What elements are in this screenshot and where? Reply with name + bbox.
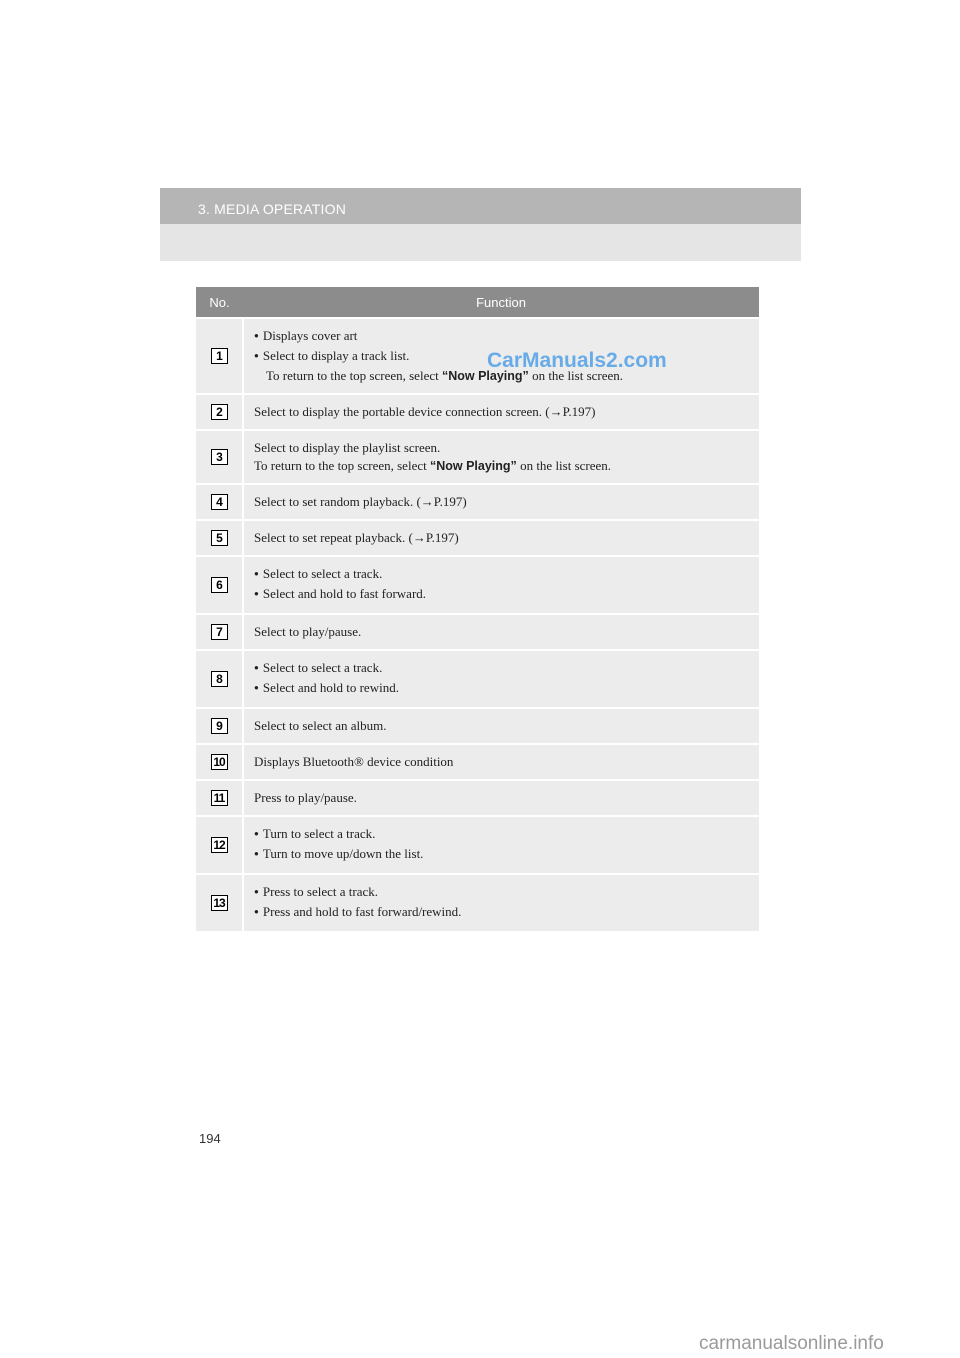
table-row	[196, 318, 759, 394]
table-row	[196, 744, 759, 780]
row-number-cell	[196, 614, 243, 650]
table-row	[196, 708, 759, 744]
function-text: Press to play/pause.	[254, 790, 357, 805]
table-header-row	[196, 287, 759, 318]
function-text: Select to display the playlist screen.	[254, 440, 441, 455]
text-segment: To return to the top screen, select	[254, 458, 430, 473]
text-segment: To return to the top screen, select	[266, 368, 442, 383]
bullet-item: ● Press to select a track.	[254, 883, 749, 903]
bullet-item: ● Select and hold to rewind.	[254, 679, 749, 699]
bullet-item: ● Displays cover art	[254, 327, 749, 347]
function-text: Select to select an album.	[254, 718, 387, 733]
table-row	[196, 556, 759, 614]
column-header-function: Function	[243, 287, 759, 318]
row-number-cell	[196, 556, 243, 614]
row-number-cell	[196, 816, 243, 874]
function-cell	[243, 650, 759, 708]
row-number-badge: 10	[211, 754, 228, 770]
row-number-cell	[196, 650, 243, 708]
function-cell	[243, 780, 759, 816]
table-row	[196, 650, 759, 708]
section-header-band	[160, 224, 801, 261]
page-number: 194	[199, 1131, 221, 1146]
row-number-badge: 3	[211, 449, 228, 465]
row-number-cell	[196, 484, 243, 520]
row-number-badge: 7	[211, 624, 228, 640]
section-header-bar	[160, 188, 801, 224]
row-number-cell	[196, 708, 243, 744]
column-header-no: No.	[196, 287, 243, 318]
bullet-item: ● Turn to select a track.	[254, 825, 749, 845]
row-number-badge: 12	[211, 837, 228, 853]
table-row	[196, 780, 759, 816]
row-number-cell	[196, 394, 243, 430]
bullet-item: ● Turn to move up/down the list.	[254, 845, 749, 865]
function-cell	[243, 708, 759, 744]
table-row	[196, 484, 759, 520]
bullet-item: ● Select to display a track list.	[254, 347, 749, 367]
function-table	[196, 287, 759, 931]
bullet-item: ● Select to select a track.	[254, 659, 749, 679]
function-cell	[243, 556, 759, 614]
function-text: Select to display the portable device connection screen. (→P.197)	[254, 404, 596, 419]
table-row	[196, 874, 759, 931]
row-number-cell	[196, 520, 243, 556]
table-row	[196, 520, 759, 556]
row-number-badge: 11	[211, 790, 228, 806]
function-cell	[243, 484, 759, 520]
row-number-badge: 8	[211, 671, 228, 687]
function-text: Select to play/pause.	[254, 624, 362, 639]
bullet-item: ● Press and hold to fast forward/rewind.	[254, 903, 749, 923]
function-text: Select to set random playback. (→P.197)	[254, 494, 467, 509]
footer-watermark: carmanualsonline.info	[699, 1333, 884, 1354]
row-number-cell	[196, 744, 243, 780]
function-text: Select to set repeat playback. (→P.197)	[254, 530, 459, 545]
row-number-cell	[196, 874, 243, 931]
function-cell	[243, 874, 759, 931]
function-cell	[243, 614, 759, 650]
row-number-badge: 9	[211, 718, 228, 734]
row-number-badge: 2	[211, 404, 228, 420]
function-cell	[243, 430, 759, 484]
table-row	[196, 430, 759, 484]
function-cell	[243, 744, 759, 780]
row-number-cell	[196, 780, 243, 816]
bold-term: “Now Playing”	[441, 369, 529, 383]
function-text: Displays Bluetooth® device condition	[254, 754, 454, 769]
row-number-badge: 5	[211, 530, 228, 546]
row-number-cell	[196, 318, 243, 394]
function-cell	[243, 520, 759, 556]
row-number-badge: 4	[211, 494, 228, 510]
table-row	[196, 614, 759, 650]
section-title: 3. MEDIA OPERATION	[198, 201, 347, 217]
bullet-item: ● Select to select a track.	[254, 565, 749, 585]
function-cell	[243, 394, 759, 430]
table-row	[196, 816, 759, 874]
text-segment: on the list screen.	[516, 458, 612, 473]
row-number-badge: 13	[211, 895, 228, 911]
table-body	[196, 318, 759, 931]
row-number-badge: 6	[211, 577, 228, 593]
text-segment: on the list screen.	[528, 368, 624, 383]
bullet-item: ● Select and hold to fast forward.	[254, 585, 749, 605]
watermark-logo: CarManuals2.com	[487, 349, 667, 372]
bold-term: “Now Playing”	[429, 459, 517, 473]
table-row	[196, 394, 759, 430]
row-number-cell	[196, 430, 243, 484]
row-number-badge: 1	[211, 348, 228, 364]
function-cell	[243, 816, 759, 874]
function-text	[254, 457, 749, 475]
